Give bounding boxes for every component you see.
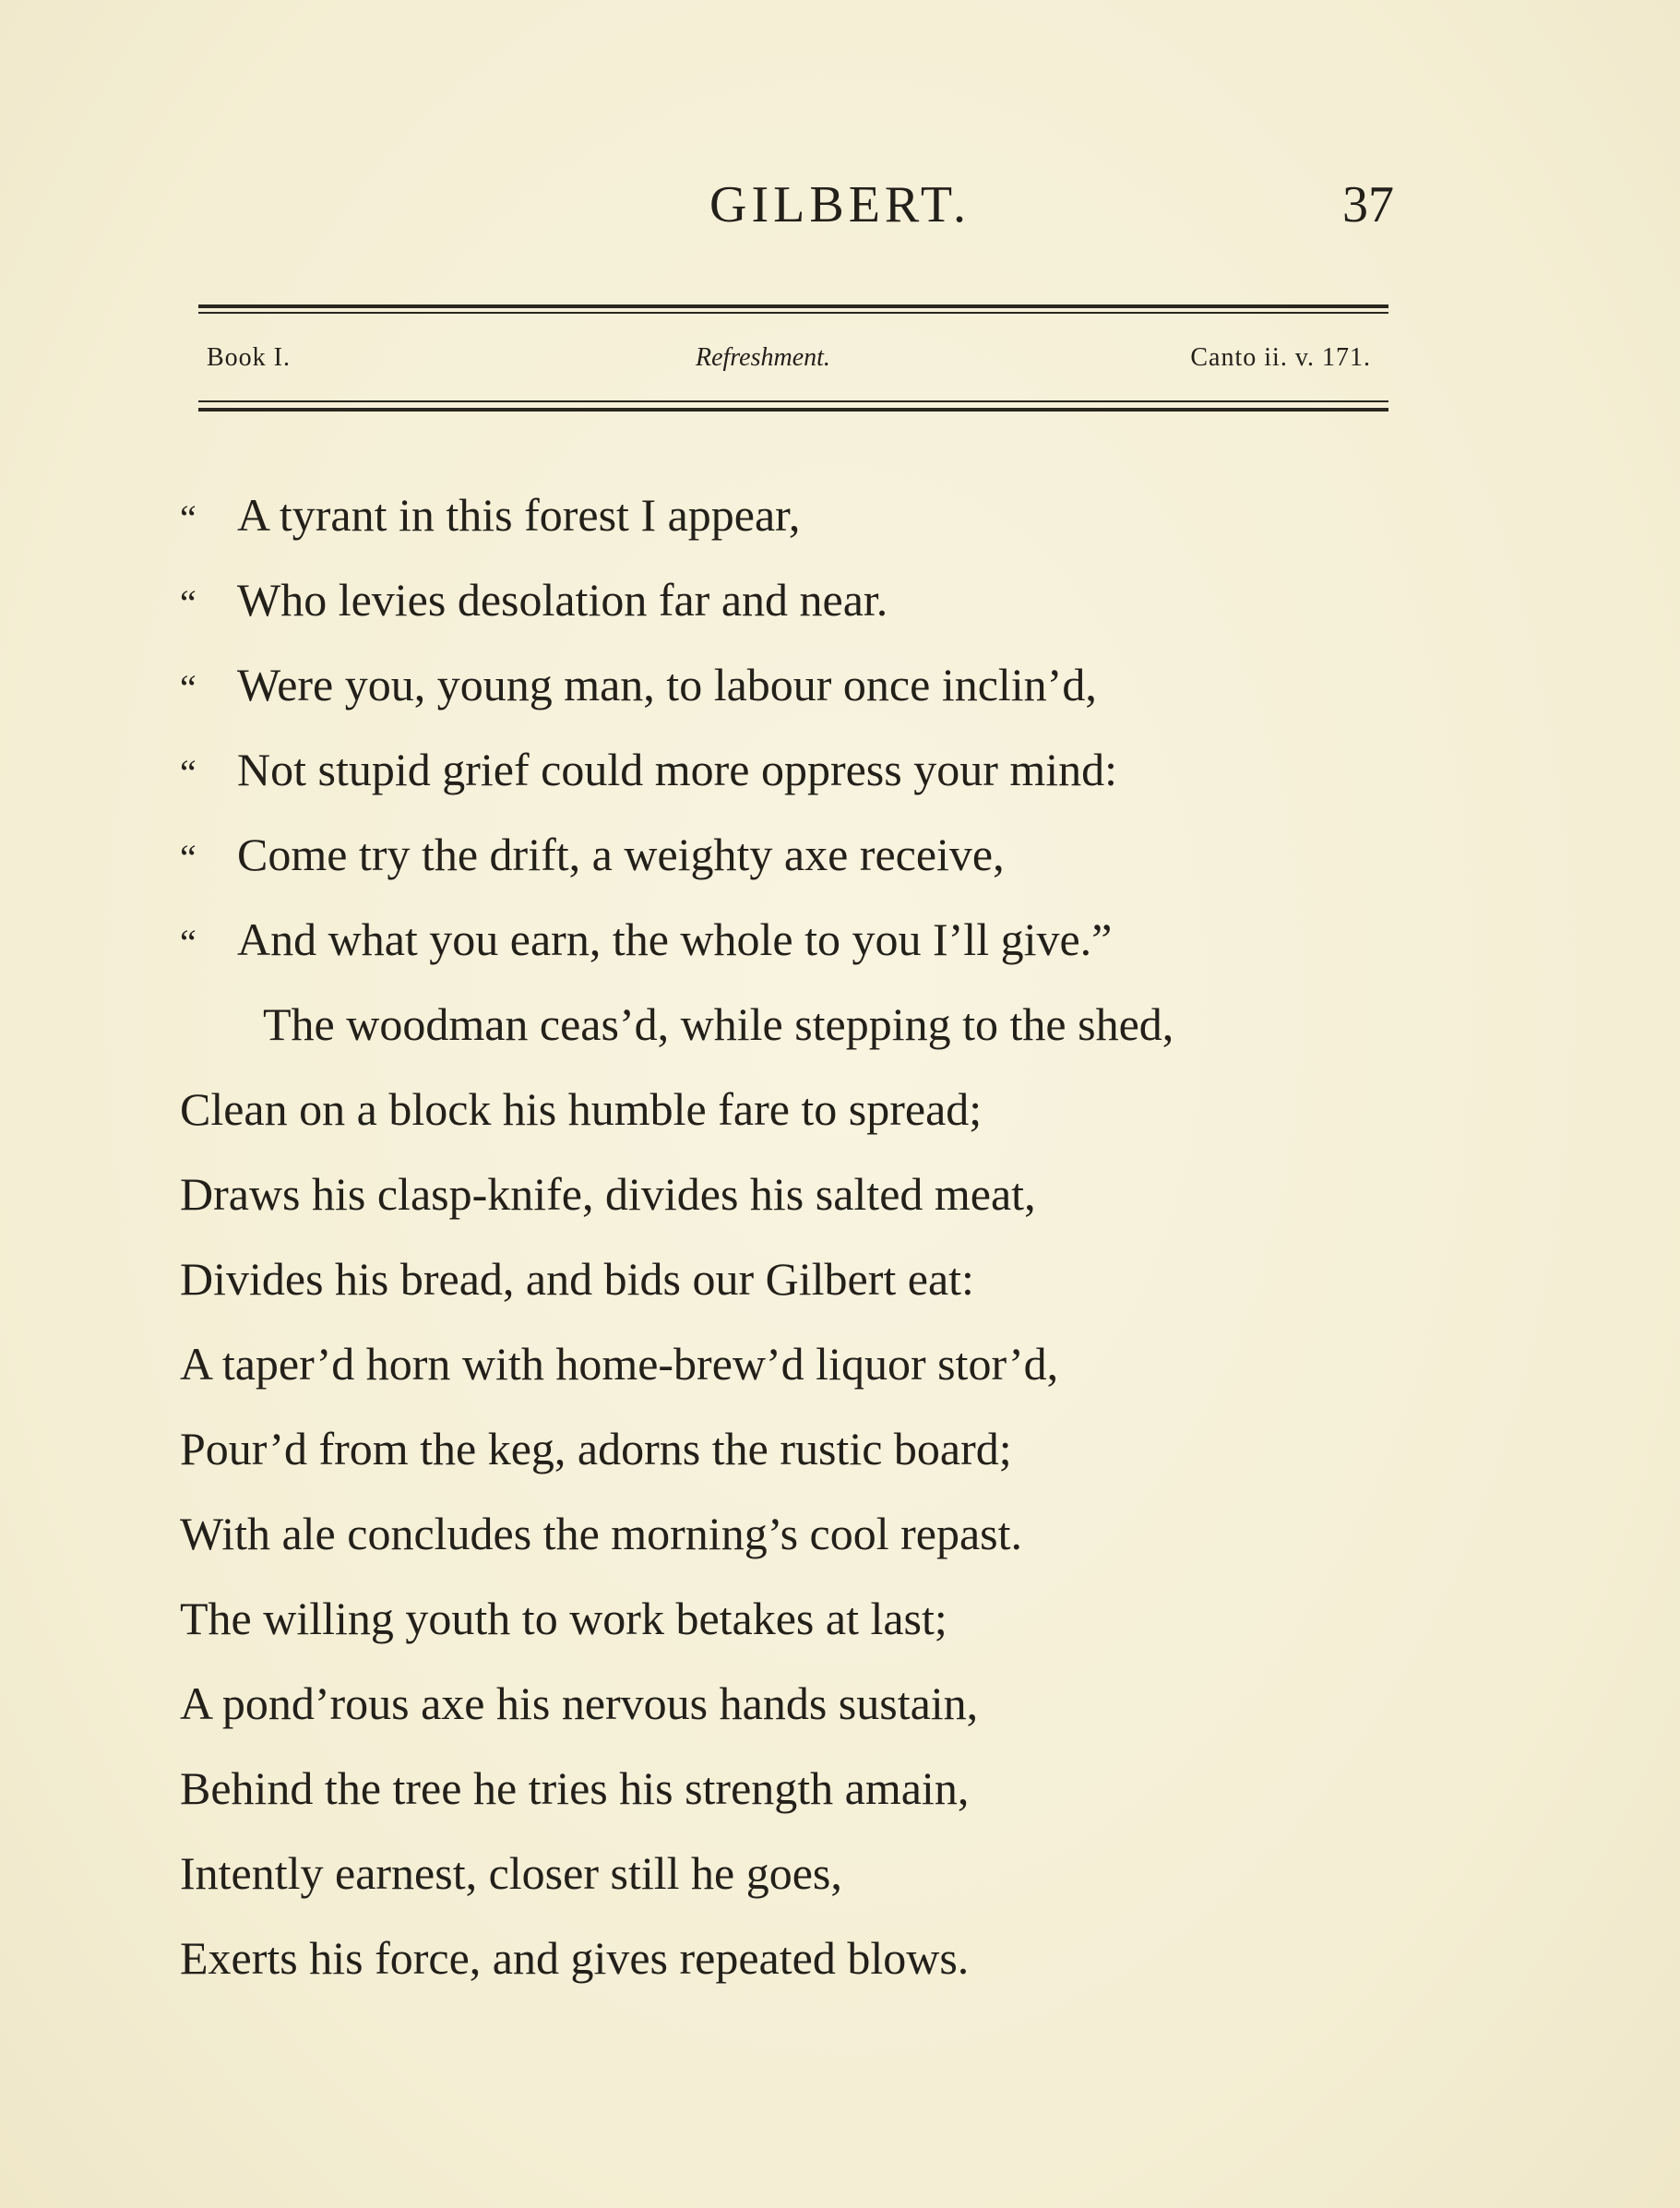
verse-line [180,642,1379,727]
verse-text: Who levies desolation far and near. [237,574,888,626]
verse-text: Not stupid grief could more oppress your mind: [237,744,1118,795]
verse-text: Intently earnest, closer still he goes, [180,1847,842,1899]
verse-text: With ale concludes the morning’s cool repast. [180,1508,1023,1559]
verse-text: Exerts his force, and gives repeated blows. [180,1932,970,1984]
verse-text: And what you earn, the whole to you I’ll give.” [237,913,1113,965]
verse-line [180,812,1379,897]
section-title: Refreshment. [696,343,830,372]
verse-line [180,1152,1379,1236]
opening-quote: “ [180,667,197,709]
opening-quote: “ [180,837,197,878]
section-header [207,343,1371,380]
verse-text: Clean on a block his humble fare to spread; [180,1083,983,1135]
verse-line [180,1746,1379,1831]
verse-line [180,472,1379,557]
verse-text: A tyrant in this forest I appear, [237,489,801,541]
verse-text: Come try the drift, a weighty axe receive, [237,829,1005,880]
verse-line [180,1916,1379,2000]
verse-text: Divides his bread, and bids our Gilbert eat: [180,1253,974,1305]
verse-text: Draws his clasp-knife, divides his salted meat, [180,1168,1036,1220]
verse-line [180,1236,1379,1321]
verse-block [180,472,1379,2000]
verse-line [180,1067,1379,1152]
opening-quote: “ [180,582,197,624]
verse-line [180,897,1379,982]
book-label: Book I. [207,343,291,372]
verse-line [180,727,1379,812]
opening-quote: “ [180,752,197,794]
verse-text: Behind the tree he tries his strength amain, [180,1762,970,1814]
canto-label: Canto ii. v. 171. [1190,343,1371,372]
header-rule-bottom [198,408,1388,412]
verse-text: Pour’d from the keg, adorns the rustic board; [180,1423,1012,1474]
verse-line [180,1576,1379,1661]
verse-text: Were you, young man, to labour once inclin’d, [237,659,1097,710]
verse-text: The woodman ceas’d, while stepping to the shed, [263,998,1174,1050]
verse-text: A pond’rous axe his nervous hands sustain, [180,1677,979,1729]
header-rule-bottom-inner [198,400,1388,402]
opening-quote: “ [180,922,197,963]
opening-quote: “ [180,497,197,539]
verse-text: A taper’d horn with home-brew’d liquor stor’d, [180,1338,1059,1390]
verse-line [180,557,1379,642]
verse-line [180,1491,1379,1576]
verse-line [180,1321,1379,1406]
page-number: 37 [1342,176,1394,233]
header-rule-top-inner [198,312,1388,314]
running-title: GILBERT. [709,176,971,233]
verse-text: The willing youth to work betakes at last; [180,1593,947,1644]
verse-line [180,1831,1379,1916]
verse-line [180,1406,1379,1491]
verse-line-indented [180,982,1379,1067]
verse-line [180,1661,1379,1746]
header-rule-top [198,304,1388,308]
